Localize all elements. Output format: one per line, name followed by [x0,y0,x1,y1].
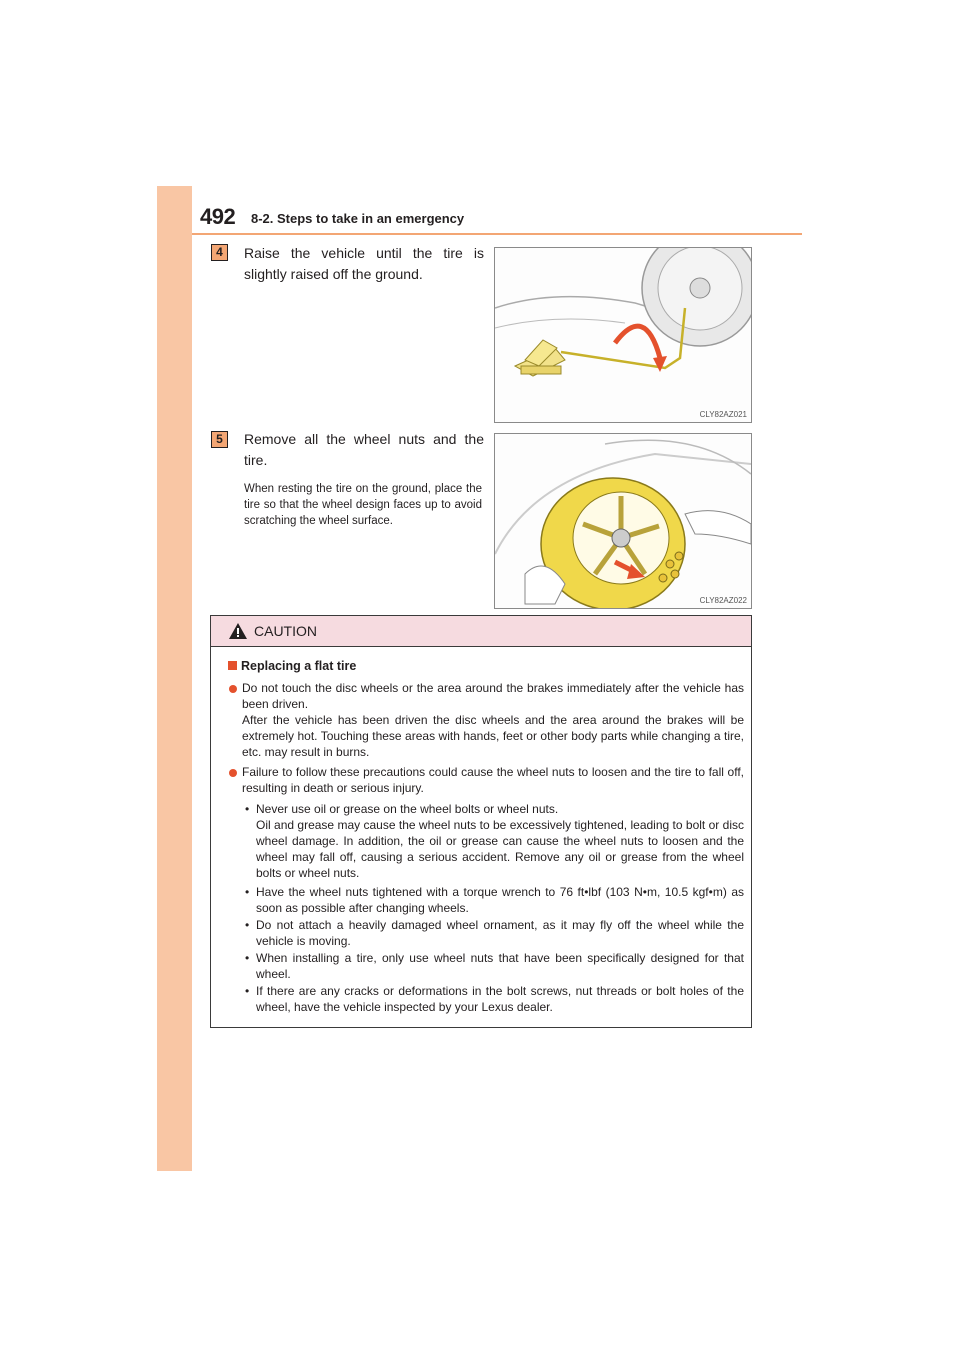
jack-raising-illustration [494,247,752,423]
wheel-removal-illustration [494,433,752,609]
small-bullet: • [245,918,250,932]
figure-code: CLY82AZ021 [699,410,747,419]
section-title: 8-2. Steps to take in an emergency [251,211,465,226]
dot-bullet-icon [229,769,237,777]
step-4-text: Raise the vehicle until the tire is slightly raised off the ground. [244,245,484,282]
caution-title: CAUTION [254,623,317,639]
header-rule [192,233,802,235]
caution-item-1-line-2: After the vehicle has been driven the disc wheels and the area around the brakes will be extremely hot. Touching these areas with hands, feet or other body parts while changing a tire, etc. may result in burns. [242,713,744,759]
small-bullet: • [245,951,250,965]
caution-item-2: Failure to follow these precautions could cause the wheel nuts to loosen and the tire to fall off, resulting in death or serious injury. [242,765,744,795]
caution-bullet-1: Never use oil or grease on the wheel bolts or wheel nuts. [256,802,559,816]
step-5-note: When resting the tire on the ground, place the tire so that the wheel design faces up to avoid scratching the wheel surface. [244,483,482,527]
small-bullet: • [245,984,250,998]
step-5-text: Remove all the wheel nuts and the tire. [244,431,484,468]
warning-triangle-icon [228,622,248,640]
page-number: 492 [200,204,236,229]
step-5-badge: 5 [211,431,228,448]
caution-item-1-line-1: Do not touch the disc wheels or the area around the brakes immediately after the vehicle has been driven. [242,681,744,711]
chapter-sidebar-tab [157,186,192,1171]
figure-code: CLY82AZ022 [699,596,747,605]
caution-box [210,615,752,1028]
small-bullet: • [245,885,250,899]
caution-heading [228,659,356,673]
caution-bullet-1-detail: Oil and grease may cause the wheel nuts to be excessively tightened, leading to bolt or disc wheel damage. In addition, the oil or grease can cause the wheel nuts to loosen and the wheel may fall off, causing a serious accident. Remove any oil or grease from the wheel bolts or wheel nuts. [256,818,744,880]
caution-heading-text: Replacing a flat tire [241,659,357,673]
square-bullet-icon [228,661,237,670]
caution-header [211,616,751,647]
caution-bullet-2: Have the wheel nuts tightened with a torque wrench to 76 ft•lbf (103 N•m, 10.5 kgf•m) as soon as possible after changing wheels. [256,885,744,915]
caution-bullet-5: If there are any cracks or deformations in the bolt screws, nut threads or bolt holes of the wheel, have the vehicle inspected by your Lexus dealer. [256,984,744,1014]
caution-bullet-4: When installing a tire, only use wheel nuts that have been specifically designed for that wheel. [256,951,744,981]
step-4-badge: 4 [211,244,228,261]
caution-bullet-3: Do not attach a heavily damaged wheel ornament, as it may fly off the wheel while the vehicle is moving. [256,918,744,948]
dot-bullet-icon [229,685,237,693]
small-bullet: • [245,802,250,816]
